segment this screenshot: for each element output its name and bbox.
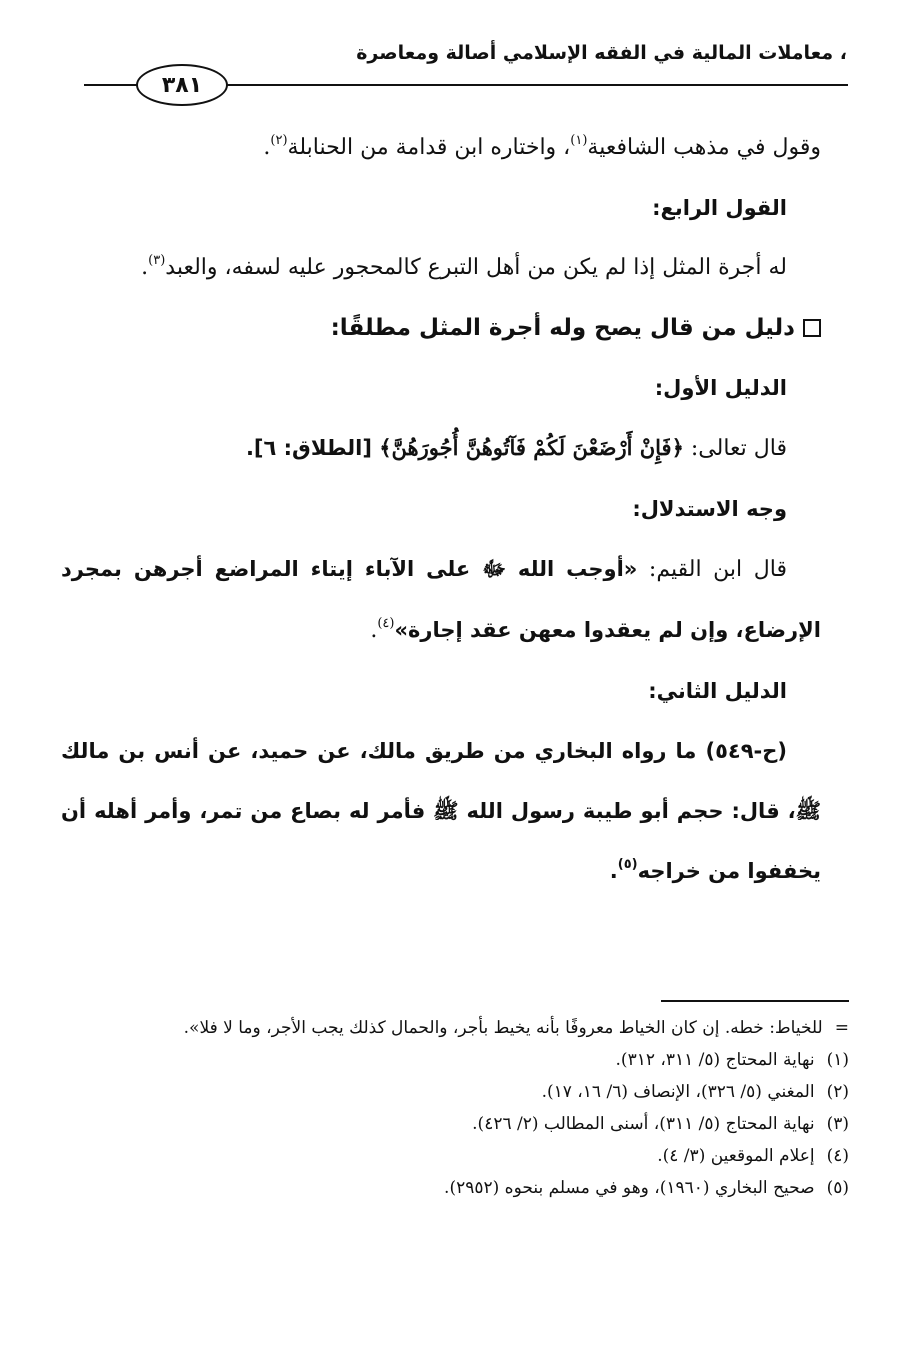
footnotes — [61, 1012, 849, 1204]
footnote-continuation: = للخياط: خطه. إن كان الخياط معروفًا بأنه يخيط بأجر، والحمال كذلك يجب الأجر، وما لا فلا». — [183, 1018, 849, 1038]
footnote-ref-2: (٢) — [270, 133, 288, 148]
quran-verse: ﴿فَإِنْ أَرْضَعْنَ لَكُمْ فَآتُوهُنَّ أُجُورَهُنَّ﴾ — [379, 435, 684, 460]
section-heading: دليل من قال يصح وله أجرة المثل مطلقًا: — [61, 298, 821, 358]
footnote-ref-1: (١) — [570, 133, 588, 148]
paragraph-hadith: (ح-٥٤٩) ما رواه البخاري من طريق مالك، عن حميد، عن أنس بن مالك ﷺ، قال: حجم أبو طيبة رسول الله ﷺ فأمر له بصاع من تمر، وأمر أهله أن يخففوا من خراجه$^{(٥)}$. — [61, 739, 821, 883]
footnote-rule — [661, 1000, 849, 1002]
footnote-ref-4: (٤) — [377, 616, 395, 631]
page-number: ٣٨١ — [136, 64, 228, 106]
paragraph-fourth-opinion: له أجرة المثل إذا لم يكن من أهل التبرع كالمحجور عليه لسفه، والعبد$^{(٣)}$. — [141, 253, 787, 280]
footnote-4: (٤) إعلام الموقعين (٣/ ٤). — [657, 1146, 849, 1166]
heading-first-evidence: الدليل الأول: — [654, 376, 787, 400]
paragraph-quran-verse: قال تعالى: ﴿فَإِنْ أَرْضَعْنَ لَكُمْ فَآتُوهُنَّ أُجُورَهُنَّ﴾ [الطلاق: ٦]. — [245, 435, 787, 461]
footnote-5: (٥) صحيح البخاري (١٩٦٠)، وهو في مسلم بنحوه (٢٩٥٢). — [444, 1178, 849, 1198]
heading-inference: وجه الاستدلال: — [632, 497, 787, 521]
heading-second-evidence: الدليل الثاني: — [648, 679, 787, 703]
heading-fourth-opinion: القول الرابع: — [652, 196, 787, 220]
square-bullet-icon — [803, 319, 821, 337]
footnote-1: (١) نهاية المحتاج (٥/ ٣١١، ٣١٢). — [615, 1050, 849, 1070]
footnote-ref-5: (٥) — [617, 857, 638, 872]
paragraph-opinion-shafii: وقول في مذهب الشافعية$^{(١)}$، واختاره ابن قدامة من الحنابلة$^{(٢)}$. — [263, 133, 821, 160]
footnote-ref-3: (٣) — [148, 253, 166, 268]
running-title: ، معاملات المالية في الفقه الإسلامي أصالة ومعاصرة — [356, 42, 847, 64]
main-text — [61, 118, 821, 901]
paragraph-ibn-qayyim: قال ابن القيم: «أوجب الله ﷻ على الآباء إيتاء المراضع أجرهن بمجرد الإرضاع، وإن لم يعقدوا معهن عقد إجارة»$^{(٤)}$. — [61, 557, 821, 643]
footnote-2: (٢) المغني (٥/ ٣٢٦)، الإنصاف (٦/ ١٦، ١٧). — [541, 1082, 849, 1102]
footnote-3: (٣) نهاية المحتاج (٥/ ٣١١)، أسنى المطالب (٢/ ٤٢٦). — [472, 1114, 849, 1134]
